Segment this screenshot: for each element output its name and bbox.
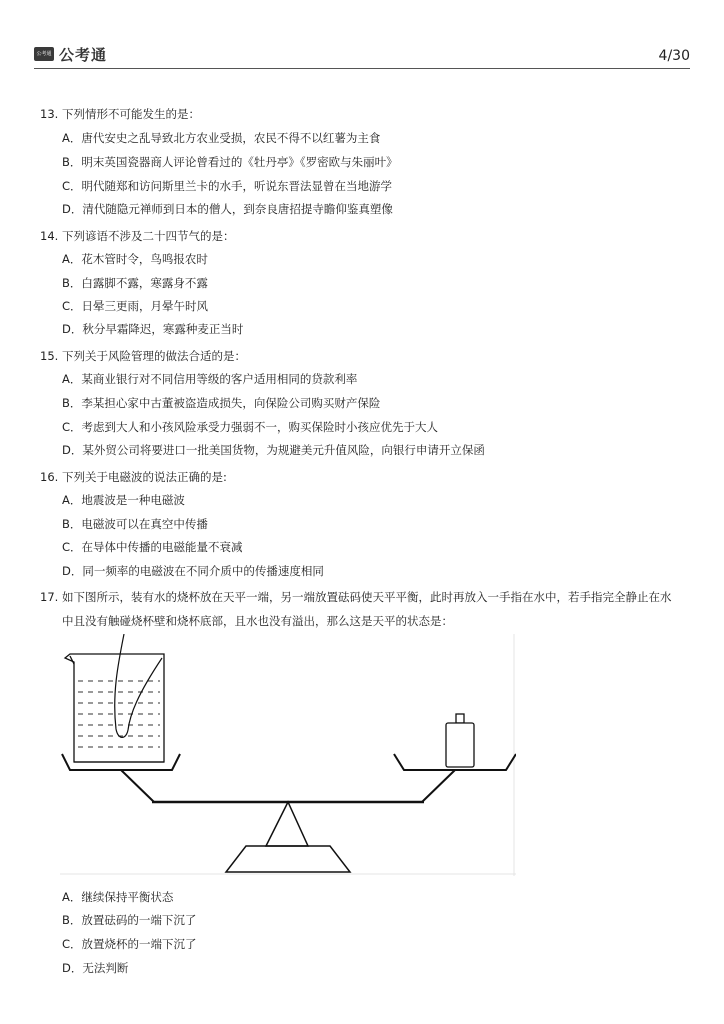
question-14-option-c: C．日晕三更雨，月晕午时风 [62, 299, 209, 313]
balance-scale-figure [60, 634, 516, 876]
question-13-option-c: C．明代随郑和访问斯里兰卡的水手，听说东晋法显曾在当地游学 [62, 179, 393, 193]
question-13-option-b: B．明末英国瓷器商人评论曾看过的《牡丹亭》《罗密欧与朱丽叶》 [62, 155, 398, 169]
question-17-option-d: D．无法判断 [62, 961, 129, 975]
question-15-stem: 15. 下列关于风险管理的做法合适的是： [40, 349, 246, 363]
question-13-option-a: A．唐代安史之乱导致北方农业受损，农民不得不以红薯为主食 [62, 131, 381, 145]
question-17-stem-line2: 中且没有触碰烧杯壁和烧杯底部，且水也没有溢出，那么这是天平的状态是： [62, 614, 453, 628]
page-header [34, 44, 690, 69]
question-14-option-b: B．白露脚不露，寒露身不露 [62, 276, 208, 290]
question-17-option-c: C．放置烧杯的一端下沉了 [62, 937, 197, 951]
balance-scale-drawing [60, 634, 516, 876]
question-16-option-d: D．同一频率的电磁波在不同介质中的传播速度相同 [62, 564, 324, 578]
question-15-option-a: A．某商业银行对不同信用等级的客户适用相同的贷款利率 [62, 372, 358, 386]
question-14-option-d: D．秋分早霜降迟，寒露种麦正当时 [62, 322, 244, 336]
question-17-option-b: B．放置砝码的一端下沉了 [62, 913, 197, 927]
question-15-option-c: C．考虑到大人和小孩风险承受力强弱不一，购买保险时小孩应优先于大人 [62, 420, 439, 434]
question-14-option-a: A．花木管时令，鸟鸣报农时 [62, 252, 208, 266]
question-15-option-b: B．李某担心家中古董被盗造成损失，向保险公司购买财产保险 [62, 396, 381, 410]
question-16-stem: 16. 下列关于电磁波的说法正确的是: [40, 470, 227, 484]
question-16-option-b: B．电磁波可以在真空中传播 [62, 517, 208, 531]
question-13-stem: 13. 下列情形不可能发生的是： [40, 107, 200, 121]
question-14-stem: 14. 下列谚语不涉及二十四节气的是： [40, 229, 235, 243]
page-number: 4/30 [658, 48, 690, 64]
question-17-option-a: A．继续保持平衡状态 [62, 890, 174, 904]
question-17-stem-line1: 17. 如下图所示，装有水的烧杯放在天平一端，另一端放置砝码使天平平衡，此时再放入一手指在水中，若手指完全静止在水 [40, 590, 672, 604]
question-16-option-c: C．在导体中传播的电磁能量不衰减 [62, 540, 243, 554]
question-13-option-d: D．清代随隐元禅师到日本的僧人，到奈良唐招提寺瞻仰鉴真塑像 [62, 202, 393, 216]
logo-icon: 公考通 [34, 47, 54, 61]
question-15-option-d: D．某外贸公司将要进口一批美国货物，为规避美元升值风险，向银行申请开立保函 [62, 443, 485, 457]
brand-name: 公考通 [59, 46, 108, 64]
question-16-option-a: A．地震波是一种电磁波 [62, 493, 185, 507]
